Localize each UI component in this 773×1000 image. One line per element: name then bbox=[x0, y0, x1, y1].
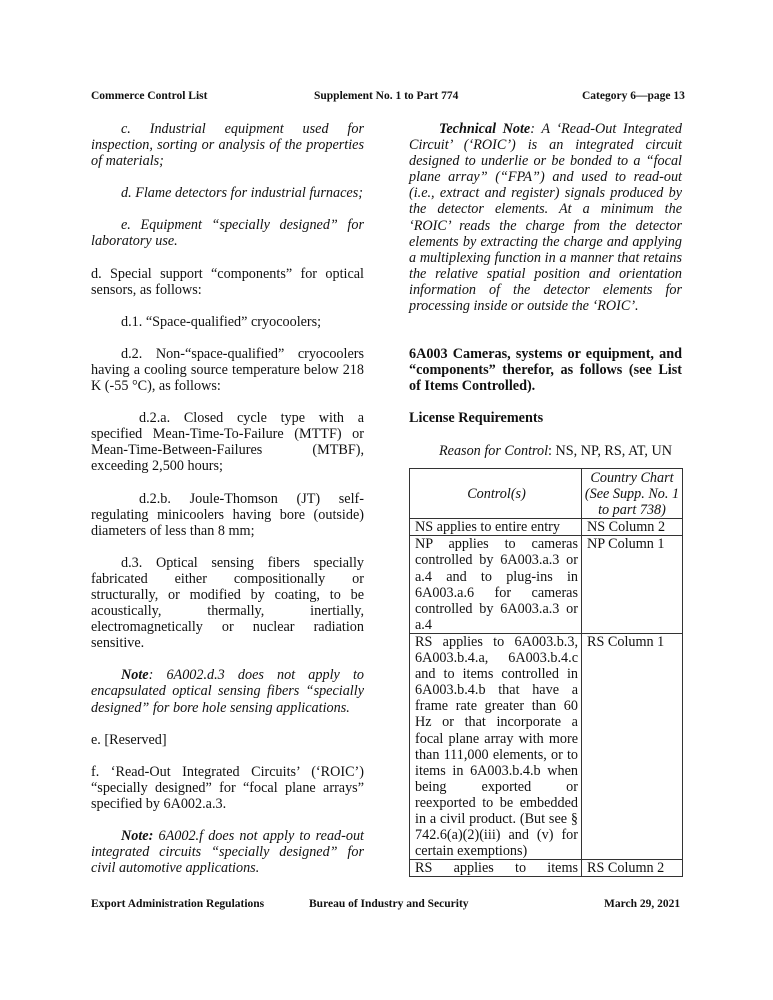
chart-cell: RS Column 2 bbox=[582, 860, 683, 877]
note-label: Note: bbox=[121, 828, 154, 844]
table-row bbox=[410, 633, 683, 859]
technical-note bbox=[409, 121, 682, 314]
header-right: Category 6—page 13 bbox=[582, 90, 685, 102]
item-d3: d.3. Optical sensing fibers specially fabricated either compositionally or structurally, or modified by coating, to be acoustically, thermally, inertially, electromagnetically or nuclear radiation sensitive. bbox=[91, 554, 364, 652]
table-row bbox=[410, 860, 683, 877]
right-column bbox=[409, 121, 682, 459]
item-f: f. ‘Read-Out Integrated Circuits’ (‘ROIC’) “specially designed” for “focal plane arrays” specified by 6A002.a.3. bbox=[91, 763, 364, 812]
chart-cell: RS Column 1 bbox=[582, 633, 683, 859]
header-center: Supplement No. 1 to Part 774 bbox=[314, 90, 459, 102]
technical-note-text: : A ‘Read-Out Integrated Circuit’ (‘ROIC’) is an integrated circuit designed to underlie or be bonded to a “focal plane array” (“FPA”) and used to read-out (i.e., extract and register) signals produced by the detector elements. At a minimum the ‘ROIC’ reads the charge from the detector elements by extracting the charge and applying a multiplexing function in a manner that retains the relative spatial position and orientation information of the detector elements for processing inside or outside the ‘ROIC’. bbox=[409, 121, 683, 315]
reason-value: : NS, NP, RS, AT, UN bbox=[548, 442, 672, 459]
note-f bbox=[91, 828, 364, 876]
license-table bbox=[409, 468, 683, 877]
note-text: : 6A002.d.3 does not apply to encapsulated optical sensing fibers “specially designed” for bore hole sensing applications. bbox=[91, 667, 364, 716]
control-cell: NP applies to cameras controlled by 6A003.a.3 or a.4 and to plug-ins in 6A003.a.6 for cameras controlled by 6A003.a.3 or a.4 bbox=[410, 536, 582, 634]
control-cell: RS applies to 6A003.b.3, 6A003.b.4.a, 6A003.b.4.c and to items controlled in 6A003.b.4.b that have a frame rate greater than 60 Hz or that incorporate a focal plane array with more than 111,000 elements, or to items in 6A003.b.4.b when being exported or reexported to be embedded in a civil product. (But see § 742.6(a)(2)(iii) and (v) for certain exemptions) bbox=[410, 633, 582, 859]
item-d1: d.1. “Space-qualified” cryocoolers; bbox=[121, 313, 322, 330]
left-column bbox=[91, 121, 364, 876]
footer-right: March 29, 2021 bbox=[604, 898, 681, 910]
entry-heading: 6A003 Cameras, systems or equipment, and “components” therefor, as follows (see List of Items Controlled). bbox=[409, 346, 682, 395]
item-d2a: d.2.a. Closed cycle type with a specified Mean-Time-To-Failure (MTTF) or Mean-Time-Between-Failures (MTBF), exceeding 2,500 hours; bbox=[91, 410, 364, 475]
chart-cell: NP Column 1 bbox=[582, 536, 683, 634]
table-row bbox=[410, 519, 683, 536]
technical-note-label: Technical Note bbox=[439, 121, 531, 137]
header-controls: Control(s) bbox=[410, 469, 582, 519]
item-d2b: d.2.b. Joule-Thomson (JT) self-regulating minicoolers having bore (outside) diameters of less than 8 mm; bbox=[91, 490, 364, 539]
control-cell: RS applies to items bbox=[410, 860, 582, 877]
reason-for-control bbox=[409, 443, 682, 459]
note-text: 6A002.f does not apply to read-out integrated circuits “specially designed” for civil automotive applications. bbox=[91, 828, 364, 877]
item-e-lab: e. Equipment “specially designed” for laboratory use. bbox=[91, 217, 364, 250]
header-left: Commerce Control List bbox=[91, 90, 208, 102]
item-e-reserved: e. [Reserved] bbox=[91, 731, 167, 748]
item-d-special: d. Special support “components” for optical sensors, as follows: bbox=[91, 265, 364, 298]
item-c: c. Industrial equipment used for inspection, sorting or analysis of the properties of materials; bbox=[91, 121, 364, 170]
footer-left: Export Administration Regulations bbox=[91, 898, 265, 910]
note-d3 bbox=[91, 667, 364, 715]
control-cell: NS applies to entire entry bbox=[410, 519, 582, 536]
item-d-flame: d. Flame detectors for industrial furnaces; bbox=[121, 185, 363, 202]
chart-cell: NS Column 2 bbox=[582, 519, 683, 536]
note-label: Note bbox=[121, 667, 149, 684]
header-country-chart: Country Chart (See Supp. No. 1 to part 738) bbox=[582, 469, 683, 519]
reason-label: Reason for Control bbox=[439, 442, 549, 459]
footer-center: Bureau of Industry and Security bbox=[309, 898, 469, 910]
table-row bbox=[410, 536, 683, 634]
table-header-row bbox=[410, 469, 683, 519]
item-d2: d.2. Non-“space-qualified” cryocoolers having a cooling source temperature below 218 K (-55 °C), as follows: bbox=[91, 345, 364, 395]
license-requirements-heading: License Requirements bbox=[409, 410, 544, 427]
